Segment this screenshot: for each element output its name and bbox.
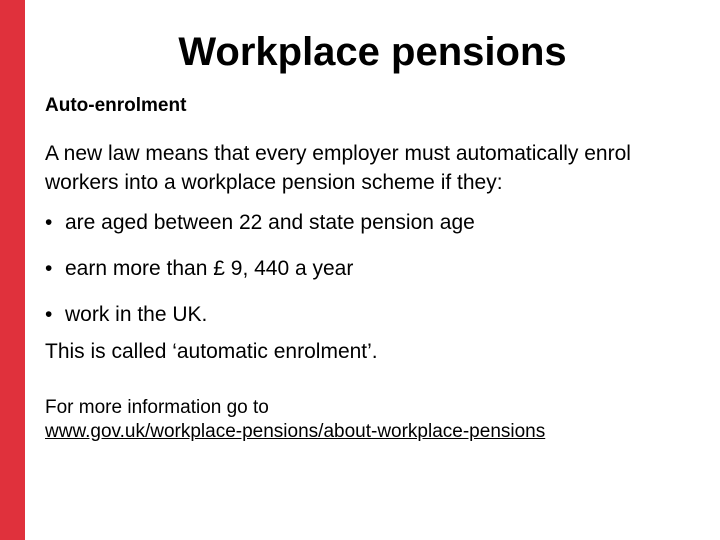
bullet-item xyxy=(45,210,475,236)
accent-bar xyxy=(0,0,25,540)
bullet-item xyxy=(45,256,475,282)
bullet-dot-icon: • xyxy=(45,211,53,234)
intro-paragraph: A new law means that every employer must automatically enrol workers into a workplace pension scheme if they: xyxy=(45,142,631,194)
more-info xyxy=(45,396,545,444)
bullet-item xyxy=(45,302,475,328)
bullet-dot-icon: • xyxy=(45,257,53,280)
bullet-dot-icon: • xyxy=(45,303,53,326)
more-info-label: For more information go to xyxy=(45,397,269,418)
bullet-list xyxy=(45,210,475,348)
slide-title: Workplace pensions xyxy=(178,30,567,74)
bullet-text: work in the UK. xyxy=(65,303,208,326)
closing-statement: This is called ‘automatic enrolment’. xyxy=(45,340,378,363)
bullet-text: are aged between 22 and state pension age xyxy=(65,211,475,234)
subheading: Auto-enrolment xyxy=(45,95,187,116)
more-info-link[interactable]: www.gov.uk/workplace-pensions/about-workplace-pensions xyxy=(45,421,546,442)
bullet-text: earn more than £ 9, 440 a year xyxy=(65,257,354,280)
